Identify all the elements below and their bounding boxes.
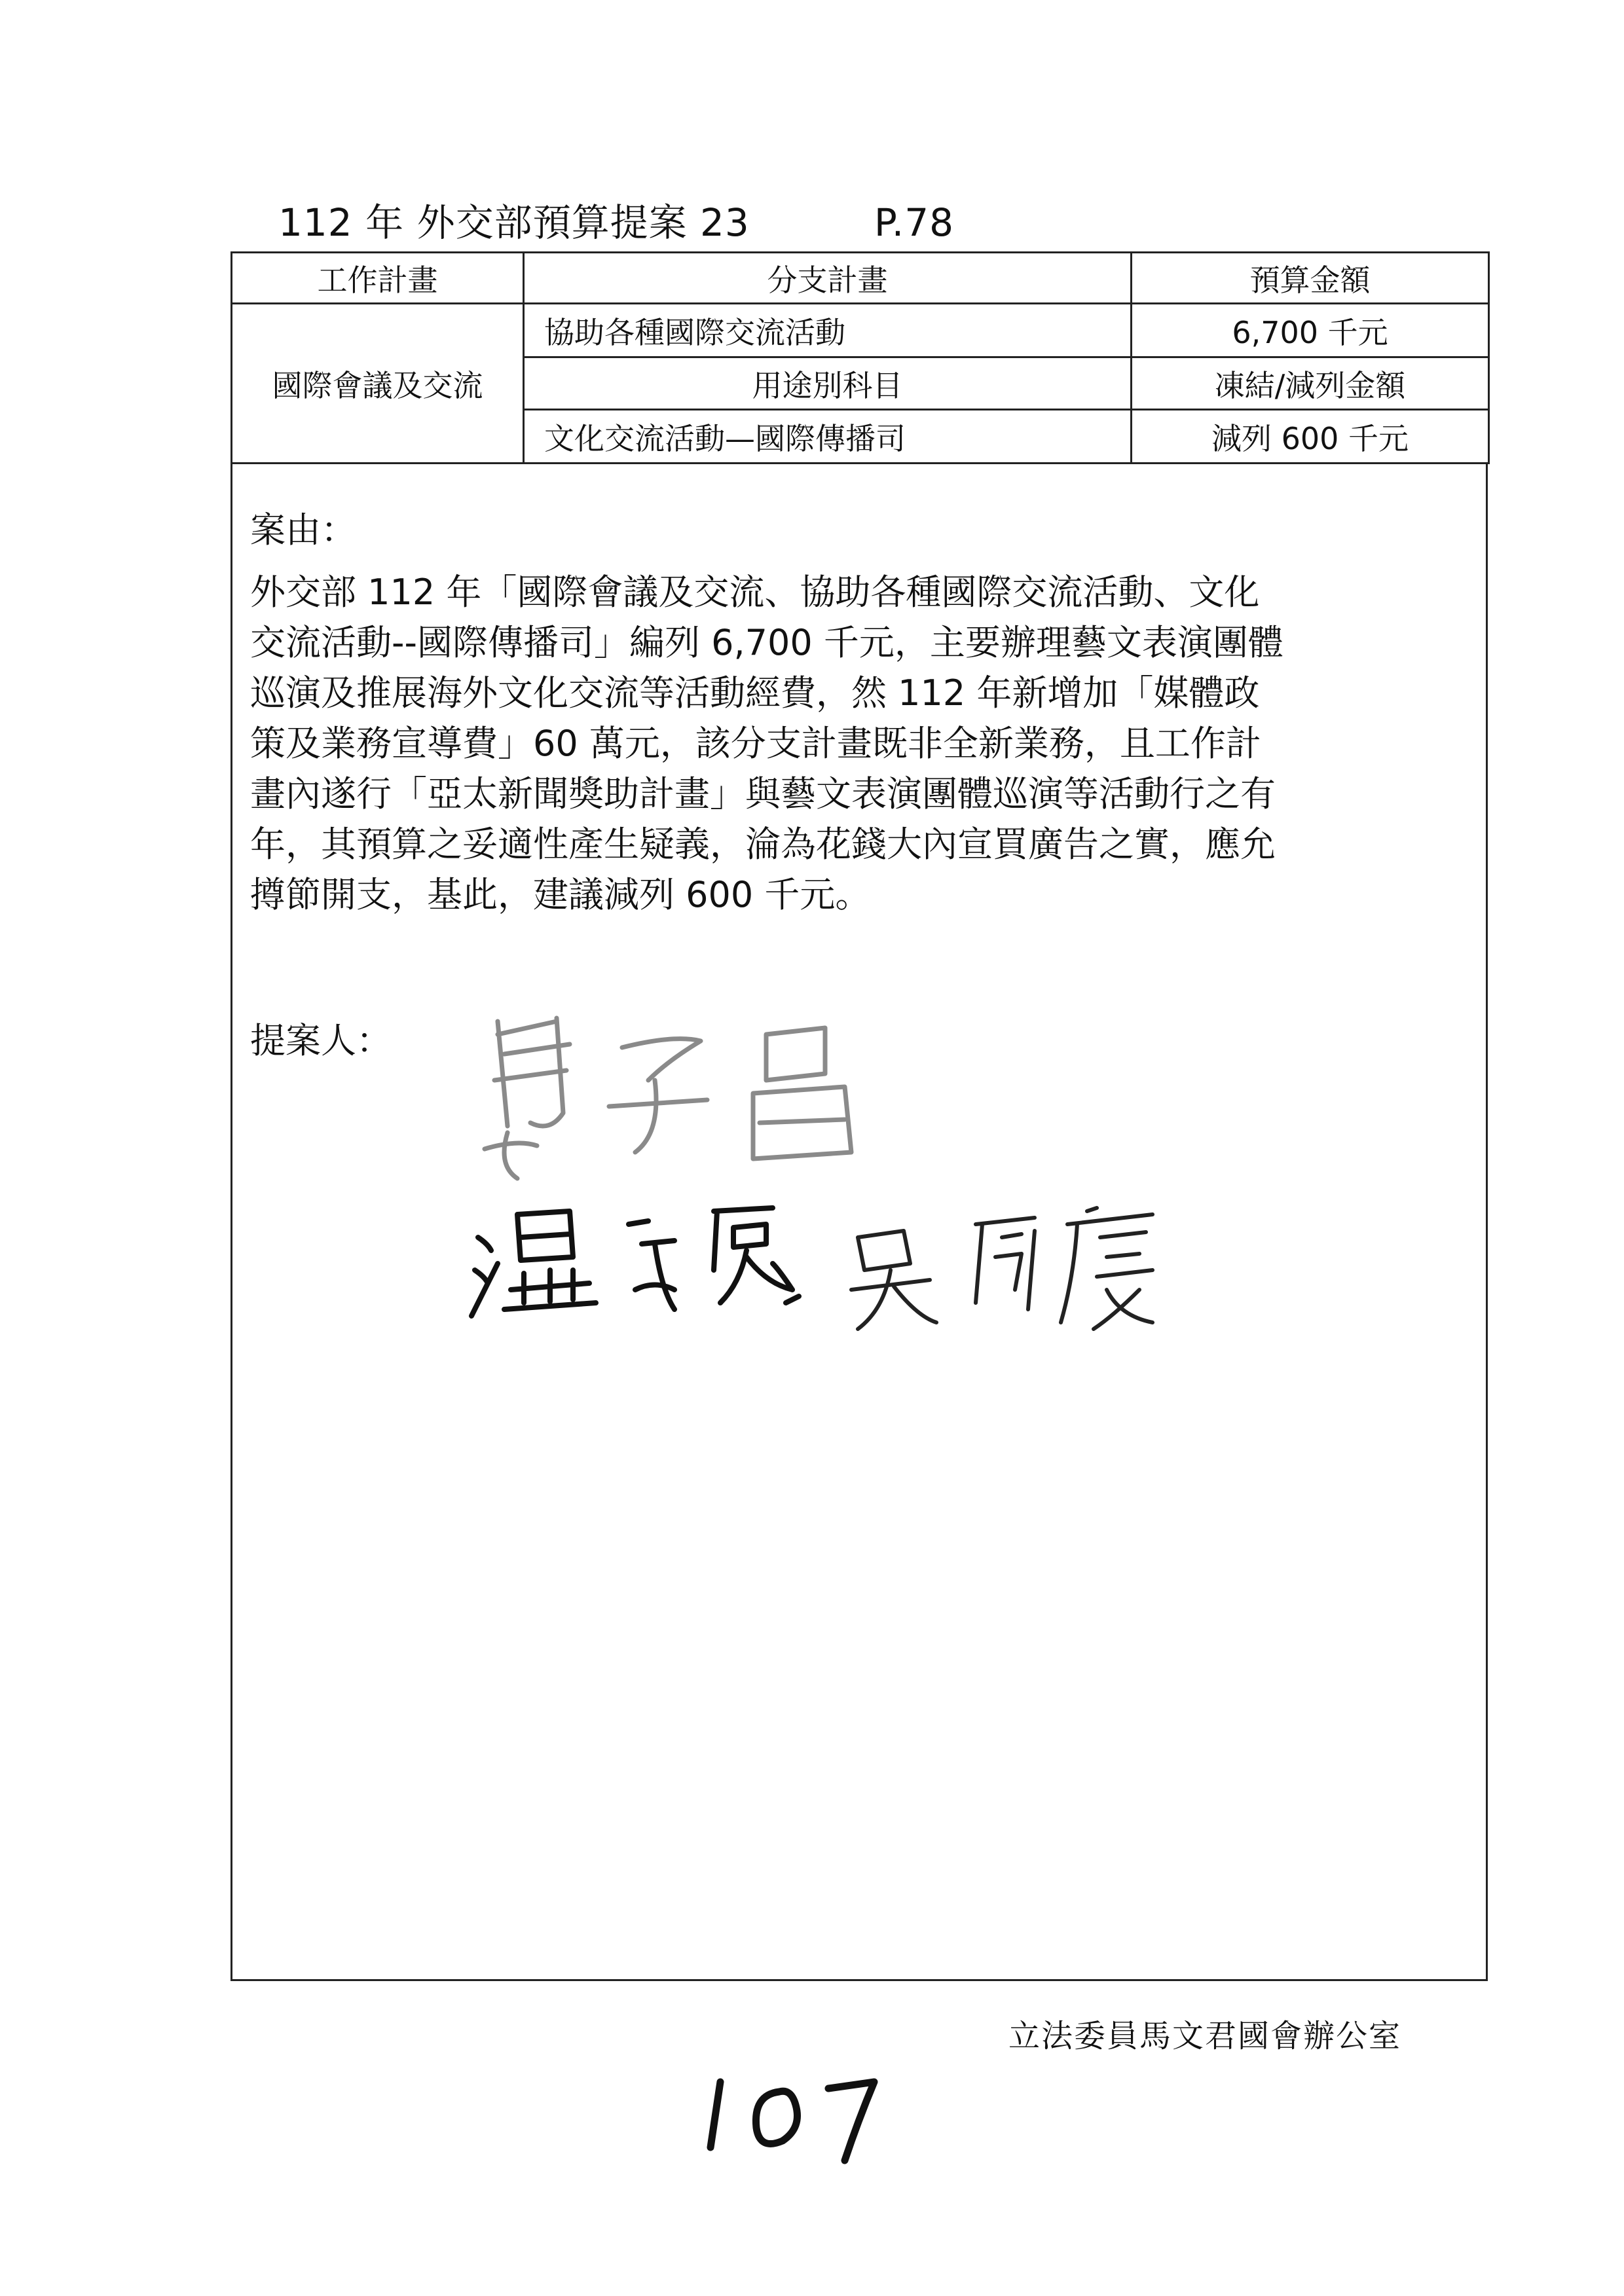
handwritten-page-number	[694, 2056, 904, 2174]
document-title	[278, 196, 954, 249]
reason-line: 交流活動--國際傳播司」編列 6,700 千元，主要辦理藝文表演團體	[250, 622, 1283, 663]
sub-plan-cell: 協助各種國際交流活動	[524, 304, 1132, 357]
office-name: 立法委員馬文君國會辦公室	[1008, 2018, 1402, 2054]
reason-label: 案由：	[250, 509, 356, 551]
work-plan-cell: 國際會議及交流	[232, 304, 524, 464]
reason-line: 巡演及推展海外文化交流等活動經費，然 112 年新增加「媒體政	[250, 672, 1260, 714]
purpose-label-cell: 用途別科目	[524, 357, 1132, 410]
title-main: 外交部預算提案 23	[416, 200, 750, 245]
freeze-cut-value-cell: 減列 600 千元	[1132, 410, 1489, 464]
reason-line: 畫內遂行「亞太新聞獎助計畫」與藝文表演團體巡演等活動行之有	[250, 773, 1276, 814]
handwritten-signatures	[458, 982, 1310, 1349]
budget-amount-cell: 6,700 千元	[1132, 304, 1489, 357]
purpose-value-cell: 文化交流活動—國際傳播司	[524, 410, 1132, 464]
header-work-plan: 工作計畫	[232, 253, 524, 304]
reason-line: 策及業務宣導費」60 萬元，該分支計畫既非全新業務，且工作計	[250, 723, 1261, 764]
reason-line: 撙節開支，基此，建議減列 600 千元。	[250, 874, 871, 915]
signature-1	[485, 1018, 851, 1178]
reason-line: 年，其預算之妥適性產生疑義，淪為花錢大內宣買廣告之實，應允	[250, 824, 1276, 865]
reason-line: 外交部 112 年「國際會議及交流、協助各種國際交流活動、文化	[250, 572, 1260, 613]
proposer-label: 提案人：	[250, 1020, 392, 1061]
table-header-row	[232, 253, 1489, 304]
title-page-ref: P.78	[874, 200, 955, 245]
reason-text	[250, 567, 1488, 920]
signature-2	[471, 1208, 799, 1316]
header-budget-amount: 預算金額	[1132, 253, 1489, 304]
header-sub-plan: 分支計畫	[524, 253, 1132, 304]
title-year: 112 年	[278, 200, 405, 245]
signature-3	[851, 1208, 1153, 1329]
freeze-cut-label-cell: 凍結/減列金額	[1132, 357, 1489, 410]
table-row	[232, 304, 1489, 357]
budget-table	[231, 251, 1490, 464]
